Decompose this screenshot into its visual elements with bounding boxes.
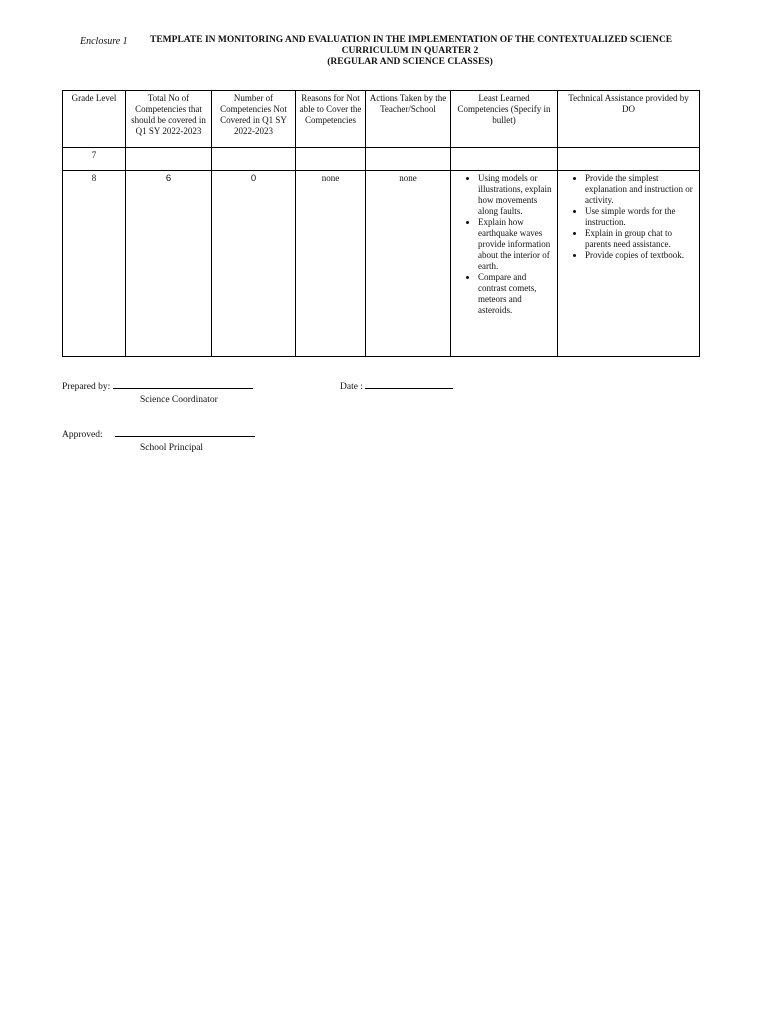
- header-total-competencies: Total No of Competencies that should be covered in Q1 SY 2022-2023: [126, 91, 212, 148]
- approved-signature-line: [115, 436, 255, 437]
- assistance-list: [561, 173, 696, 261]
- list-item: • Provide the simplest explanation and instruction or activity.: [585, 173, 696, 206]
- cell-not-covered: 0: [212, 171, 296, 357]
- cell-grade: 7: [63, 148, 126, 171]
- table-row: [63, 148, 700, 171]
- prepared-signature-line: [113, 388, 253, 389]
- title-line-3: (REGULAR AND SCIENCE CLASSES): [327, 57, 493, 67]
- list-item: • Using models or illustrations, explain how movements along faults.: [478, 173, 554, 217]
- cell-actions: [366, 148, 451, 171]
- approved-by: [62, 430, 255, 440]
- header-row: [63, 91, 700, 148]
- cell-reasons: [296, 148, 366, 171]
- cell-reasons: none: [296, 171, 366, 357]
- cell-least-learned: [451, 148, 558, 171]
- list-item: • Compare and contrast comets, meteors and asteroids.: [478, 272, 554, 316]
- title-line-2: CURRICULUM IN QUARTER 2: [341, 46, 479, 56]
- list-item: • Provide copies of textbook.: [585, 250, 696, 261]
- date-field: [340, 382, 453, 392]
- cell-total: [126, 148, 212, 171]
- prepared-by: [62, 382, 253, 392]
- date-line: [365, 388, 453, 389]
- title-line-1: TEMPLATE IN MONITORING AND EVALUATION IN THE IMPLEMENTATION OF THE CONTEXTUALIZED SCIENCE: [150, 35, 673, 45]
- prepared-label: Prepared by:: [62, 382, 111, 392]
- list-item: • Explain in group chat to parents need assistance.: [585, 228, 696, 250]
- cell-actions: none: [366, 171, 451, 357]
- cell-assistance: [558, 148, 700, 171]
- cell-grade: 8: [63, 171, 126, 357]
- header-least-learned: Least Learned Competencies (Specify in bullet): [451, 91, 558, 148]
- list-item: • Use simple words for the instruction.: [585, 206, 696, 228]
- header-reasons: Reasons for Not able to Cover the Competencies: [296, 91, 366, 148]
- header-technical-assistance: Technical Assistance provided by DO: [558, 91, 700, 148]
- monitoring-table: [62, 90, 700, 357]
- table-row: [63, 171, 700, 357]
- list-item: • Explain how earthquake waves provide information about the interior of earth.: [478, 217, 554, 272]
- cell-not-covered: [212, 148, 296, 171]
- cell-least-learned: [451, 171, 558, 357]
- prepared-role: Science Coordinator: [140, 395, 218, 405]
- cell-total: 6: [126, 171, 212, 357]
- date-label: Date :: [340, 382, 363, 392]
- header-actions: Actions Taken by the Teacher/School: [366, 91, 451, 148]
- document-title: [150, 35, 673, 68]
- approved-role: School Principal: [140, 443, 204, 453]
- header-not-covered: Number of Competencies Not Covered in Q1 SY 2022-2023: [212, 91, 296, 148]
- least-learned-list: [454, 173, 554, 316]
- enclosure-label: Enclosure 1: [80, 36, 128, 47]
- header-grade-level: Grade Level: [63, 91, 126, 148]
- cell-assistance: [558, 171, 700, 357]
- approved-label: Approved:: [62, 430, 103, 440]
